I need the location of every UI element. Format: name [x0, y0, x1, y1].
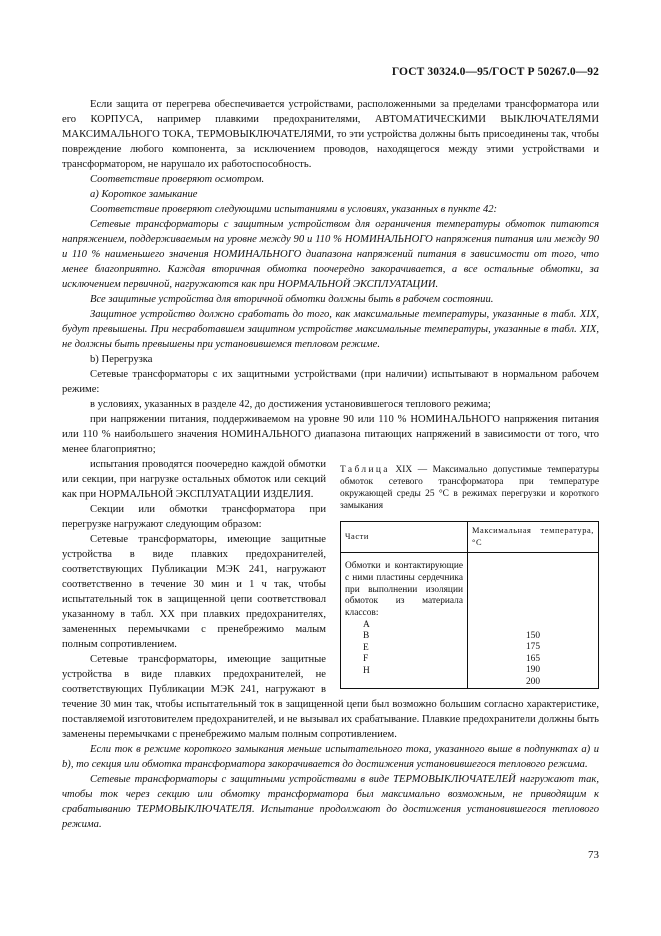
paragraph: испытания проводятся поочередно каждой обмотки или секции, при нагрузке остальных обмоток или секций как при НОРМАЛЬНОЙ ЭКСПЛУАТАЦИИ ИЗДЕЛИЯ. [62, 459, 326, 500]
temperature-value: 190 [525, 665, 541, 676]
body-text [62, 97, 599, 832]
subsection-heading: а) Короткое замыкание [90, 189, 198, 200]
column-header-temperature: Максимальная температура, °С [468, 522, 599, 553]
table-cell-temperatures [468, 553, 599, 689]
insulation-class: E [363, 642, 369, 653]
table-cell-parts [341, 553, 468, 689]
paragraph: Соответствие проверяют осмотром. [90, 174, 265, 185]
paragraph: Сетевые трансформаторы с защитными устройствами в виде ТЕРМОВЫКЛЮЧАТЕЛЕЙ нагружают так, чтобы ток через секцию или обмотку трансформатора был максимально возможным, не приводящим к срабатыванию ТЕРМОВЫКЛЮЧАТЕЛЯ. Испытание продолжают до достижения установившегося теплового режима. [62, 774, 599, 830]
paragraph: Сетевые трансформаторы, имеющие защитные устройства в виде плавких предохранителей, не соответствующих Публикации МЭК 241, нагружают в течение 30 мин так, чтобы испытательный ток в защищенной цепи был возможно большим согласно характеристике, поставляемой изготовителем предохранителей, и не вызывал их срабатывание. Плавкие предохранители должны быть заменены перемычками с пренебрежимо малым полным сопротивлением. [62, 654, 599, 740]
paragraph: Все защитные устройства для вторичной обмотки должны быть в рабочем состоянии. [90, 294, 494, 305]
paragraph: при напряжении питания, поддерживаемом на уровне 90 или 110 % НОМИНАЛЬНОГО напряжения питания или 110 % наибольшего значения НОМИНАЛЬНОГО диапазона питающих напряжений в зависимости от того, что менее благоприятно; [62, 414, 599, 455]
temperature-value: 150 [525, 631, 541, 641]
insulation-class: H [363, 665, 370, 676]
temperature-value: 200 [525, 676, 541, 687]
subsection-heading: b) Перегрузка [90, 354, 153, 365]
page-number: 73 [588, 849, 599, 861]
paragraph: Если защита от перегрева обеспечивается устройствами, расположенными за пределами трансформатора или его КОРПУСА, например плавкими предохранителями, АВТОМАТИЧЕСКИМИ ВЫКЛЮЧАТЕЛЯМИ МАКСИМАЛЬНОГО ТОКА, ТЕРМОВЫКЛЮЧАТЕЛЯМИ, то эти устройства должны быть присоединены так, чтобы повреждение любого компонента, за исключением проводов, находящегося между этими устройствами и трансформатором, не нарушало их работоспособность. [62, 99, 599, 170]
table-caption-label: Таблица [340, 465, 390, 475]
temperature-value: 175 [525, 642, 541, 653]
paragraph: Секции или обмотки трансформатора при перегрузке нагружают следующим образом: [62, 504, 326, 530]
document-header: ГОСТ 30324.0—95/ГОСТ Р 50267.0—92 [391, 66, 599, 78]
paragraph: Защитное устройство должно сработать до того, как максимальные температуры, указанные в табл. XIX, будут превышены. При несработавшем защитном устройстве максимальные температуры, указанные в табл. XIX, не должны быть превышены при установившемся тепловом режиме. [62, 309, 599, 350]
paragraph: Сетевые трансформаторы, имеющие защитные устройства в виде плавких предохранителей, соответствующих Публикации МЭК 241, нагружают соответственно в течение 30 мин и 1 ч так, чтобы испытательный ток в защищенной цепи соответствовал указанному в табл. XX при плавких предохранителях, замененных перемычками с пренебрежимо малым полным сопротивлением. [62, 534, 326, 650]
paragraph: Сетевые трансформаторы с защитным устройством для ограничения температуры обмоток питаются напряжением, поддерживаемым на уровне между 90 и 110 % НОМИНАЛЬНОГО напряжения питания или между 90 и 110 % наименьшего значения НОМИНАЛЬНОГО диапазона напряжений питания в зависимости от того, что менее благоприятно. Каждая вторичная обмотка поочередно закорачивается, а все остальные обмотки, за исключением первичной, нагружаются как при НОРМАЛЬНОЙ ЭКСПЛУАТАЦИИ. [62, 219, 599, 290]
temperature-value: 165 [525, 653, 541, 664]
temperature-table [340, 521, 599, 689]
insulation-class: B [363, 631, 370, 642]
insulation-class: A [363, 619, 370, 630]
paragraph: Если ток в режиме короткого замыкания меньше испытательного тока, указанного выше в подпунктах а) и b), то секция или обмотка трансформатора закорачивается до достижения установившегося теплового режима. [62, 744, 599, 770]
paragraph: в условиях, указанных в разделе 42, до достижения установившегося теплового режима; [90, 399, 491, 410]
column-header-parts: Части [341, 522, 468, 553]
table-caption [340, 464, 599, 512]
insulation-class: F [363, 654, 369, 665]
table-caption-text: XIX — Максимально допустимые температуры обмоток сетевого трансформатора при температуре окружающей среды 25 °С в режимах перегрузки и короткого замыкания [340, 465, 599, 511]
table-xix [340, 464, 599, 689]
paragraph: Сетевые трансформаторы с их защитными устройствами (при наличии) испытывают в нормальном рабочем режиме: [62, 369, 599, 395]
part-description: Обмотки и контактирующие с ними пластины сердечника при выполнении изоляции обмоток из материала классов: [345, 561, 463, 619]
paragraph: Соответствие проверяют следующими испытаниями в условиях, указанных в пункте 42: [90, 204, 498, 215]
table-row [341, 553, 599, 689]
